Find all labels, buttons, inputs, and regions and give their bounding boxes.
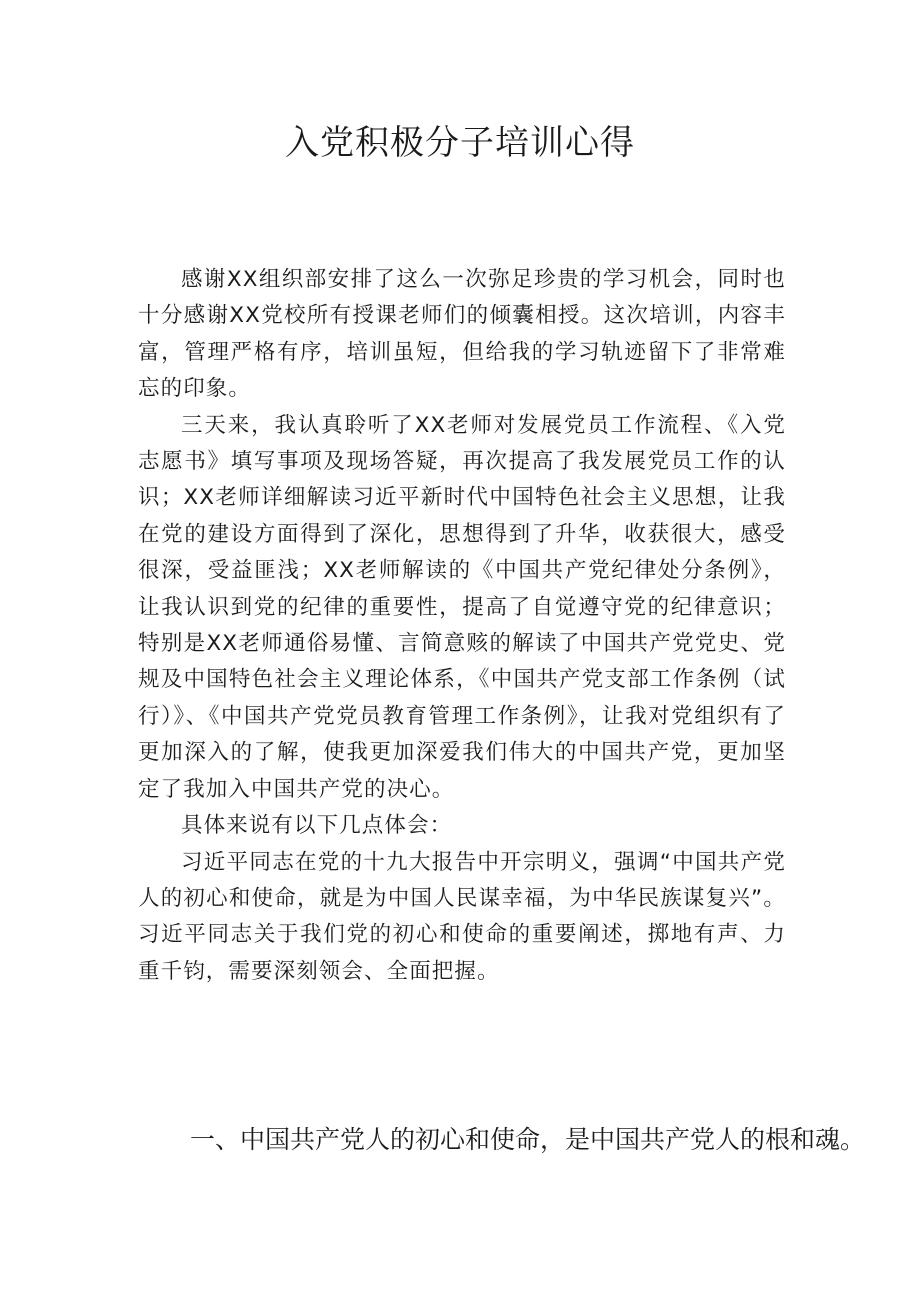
paragraph-intro-points: 具体来说有以下几点体会：: [181, 813, 453, 839]
paragraph-original-mission: 习近平同志在党的十九大报告中开宗明义，强调“中国共产党人的初心和使命，就是为中国人民谋幸福，为中华民族谋复兴”。习近平同志关于我们党的初心和使命的重要阐述，掷地有声、力重千钧，需要深刻领会、全面把握。: [138, 849, 786, 984]
document-title: 入党积极分子培训心得: [285, 123, 635, 163]
paragraph-training-content: 三天来，我认真聆听了XX老师对发展党员工作流程、《入党志愿书》填写事项及现场答疑，再次提高了我发展党员工作的认识；XX老师详细解读习近平新时代中国特色社会主义思想，让我在党的建设方面得到了深化，思想得到了升华，收获很大，感受很深，受益匪浅；XX老师解读的《中国共产党纪律处分条例》，让我认识到党的纪律的重要性，提高了自觉遵守党的纪律意识；特别是XX老师通俗易懂、言简意赅的解读了中国共产党党史、党规及中国特色社会主义理论体系，《中国共产党支部工作条例（试行）》、《中国共产党党员教育管理工作条例》，让我对党组织有了更加深入的了解，使我更加深爱我们伟大的中国共产党，更加坚定了我加入中国共产党的决心。: [138, 412, 786, 802]
document-body: [138, 262, 786, 990]
paragraph-thanks: 感谢XX组织部安排了这么一次弥足珍贵的学习机会，同时也十分感谢XX党校所有授课老师们的倾囊相授。这次培训，内容丰富，管理严格有序，培训虽短，但给我的学习轨迹留下了非常难忘的印象。: [138, 267, 786, 402]
section-heading-one: 一、中国共产党人的初心和使命，是中国共产党人的根和魂。: [190, 1125, 866, 1154]
